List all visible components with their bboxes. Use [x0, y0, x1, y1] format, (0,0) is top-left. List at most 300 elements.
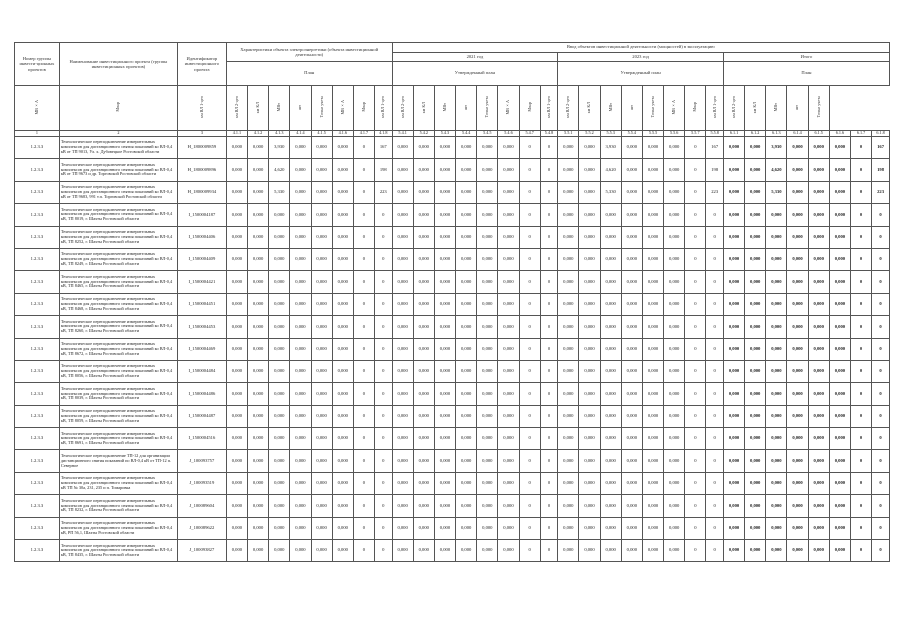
total-value-cell: 0,000 — [766, 293, 787, 315]
char-value-cell: 0,000 — [332, 428, 353, 450]
column-number: 4.1.1 — [226, 131, 247, 137]
char-value-cell: 0,000 — [248, 405, 269, 427]
total-value-cell: 0,000 — [723, 405, 744, 427]
total-value-cell: 0,000 — [745, 405, 766, 427]
y2021-value-cell: 0 — [540, 383, 558, 405]
y2023-value-cell: 0,000 — [664, 428, 685, 450]
y2023-value-cell: 0,000 — [642, 137, 663, 159]
y2023-value-cell: 0,000 — [579, 428, 600, 450]
total-value-cell: 5,330 — [766, 181, 787, 203]
total-value-cell: 0,000 — [829, 159, 850, 181]
y2021-value-cell: 0,000 — [413, 517, 434, 539]
char-value-cell: 0 — [375, 316, 393, 338]
total-value-cell: 0,000 — [787, 316, 808, 338]
y2021-value-cell: 0,000 — [498, 405, 519, 427]
char-value-cell: 0,000 — [226, 383, 247, 405]
char-value-cell: 0,000 — [226, 540, 247, 562]
char-value-cell: 0,000 — [290, 159, 311, 181]
total-value-cell: 0,000 — [787, 204, 808, 226]
y2021-value-cell: 0,000 — [413, 159, 434, 181]
total-value-cell: 0,000 — [787, 226, 808, 248]
column-number: 5.5.2 — [579, 131, 600, 137]
column-number: 6.1.4 — [787, 131, 808, 137]
char-value-cell: 0,000 — [290, 540, 311, 562]
project-name-cell: Технологическое переподключение измерительных комплексов для дистанционного снятия показаний ко ВЛ-0,4 кВ, ТП 8039, г. Шахты Ростовской области — [59, 383, 177, 405]
y2021-value-cell: 0,000 — [434, 517, 455, 539]
y2023-value-cell: 0 — [685, 338, 706, 360]
char-value-cell: 0,000 — [248, 383, 269, 405]
char-value-cell: 0,000 — [248, 472, 269, 494]
y2021-value-cell: 0 — [540, 293, 558, 315]
y2023-value-cell: 0,000 — [579, 450, 600, 472]
table-row — [15, 226, 890, 248]
y1-unit-label: МВ×А — [339, 99, 345, 115]
y2021-value-cell: 0,000 — [413, 316, 434, 338]
project-code-cell: I_1500004453 — [177, 316, 226, 338]
y2021-value-cell: 0,000 — [434, 226, 455, 248]
total-value-cell: 3,930 — [766, 137, 787, 159]
char-value-cell: 0,000 — [226, 316, 247, 338]
y2023-value-cell: 0,000 — [621, 181, 642, 203]
table-row — [15, 181, 890, 203]
total-value-cell: 0 — [872, 405, 890, 427]
y2023-value-cell: 0 — [685, 405, 706, 427]
project-code-cell: I_1500004487 — [177, 405, 226, 427]
y2021-value-cell: 0,000 — [413, 248, 434, 270]
total-value-cell: 0,000 — [808, 540, 829, 562]
y2-unit-label: МВт — [607, 103, 613, 112]
total-value-cell: 0,000 — [829, 517, 850, 539]
y2021-value-cell: 0,000 — [413, 293, 434, 315]
char-value-cell: 0,000 — [226, 338, 247, 360]
total-value-cell: 0,000 — [787, 137, 808, 159]
y2021-value-cell: 0,000 — [434, 181, 455, 203]
y2021-value-cell: 0,000 — [498, 293, 519, 315]
total-header: Итого — [723, 53, 889, 62]
char-value-cell: 0,000 — [332, 248, 353, 270]
total-value-cell: 0 — [872, 450, 890, 472]
total-value-cell: 0,000 — [766, 383, 787, 405]
y2021-value-cell: 0 — [519, 226, 540, 248]
tot-unit-header — [808, 86, 829, 131]
y2023-value-cell: 0,000 — [579, 495, 600, 517]
project-code-cell: H_1800009896 — [177, 159, 226, 181]
group-number-cell: 1.2.3.3 — [15, 517, 60, 539]
char-value-cell: 0 — [375, 495, 393, 517]
y2021-value-cell: 0,000 — [456, 428, 477, 450]
y2021-value-cell: 0,000 — [498, 540, 519, 562]
y2021-value-cell: 0 — [540, 204, 558, 226]
y2021-value-cell: 0,000 — [434, 159, 455, 181]
total-value-cell: 0,000 — [787, 159, 808, 181]
group-number-cell: 1.2.3.3 — [15, 271, 60, 293]
char-value-cell: 0,000 — [332, 338, 353, 360]
y2021-value-cell: 0,000 — [392, 204, 413, 226]
y2021-value-cell: 0,000 — [498, 383, 519, 405]
project-code-cell: H_1800009934 — [177, 181, 226, 203]
y2021-value-cell: 0,000 — [477, 517, 498, 539]
char-value-cell: 0,000 — [269, 428, 290, 450]
y2023-value-cell: 0,000 — [558, 159, 579, 181]
total-value-cell: 0 — [850, 137, 871, 159]
char-value-cell: 0 — [375, 204, 393, 226]
y2023-value-cell: 0,000 — [600, 338, 621, 360]
y2021-value-cell: 0,000 — [498, 338, 519, 360]
project-name-cell: Технологическое переподключение измерительных комплексов для дистанционного снятия показаний ко ВЛ-0,4 кВ, ТП 8059, г. Шахты Ростовской области — [59, 405, 177, 427]
y2021-value-cell: 0,000 — [434, 383, 455, 405]
y2023-value-cell: 0 — [685, 360, 706, 382]
y2021-value-cell: 0,000 — [392, 428, 413, 450]
char-value-cell: 0,000 — [269, 226, 290, 248]
y2021-value-cell: 0,000 — [477, 495, 498, 517]
y2-unit-label: км ВЛ 1-цеп — [545, 96, 551, 119]
total-value-cell: 0,000 — [787, 428, 808, 450]
char-value-cell: 4,620 — [269, 159, 290, 181]
char-value-cell: 0,000 — [269, 360, 290, 382]
total-value-cell: 0,000 — [787, 338, 808, 360]
y1-unit-header — [353, 86, 374, 131]
y2021-value-cell: 0,000 — [477, 428, 498, 450]
char-value-cell: 0 — [353, 472, 374, 494]
total-value-cell: 0,000 — [808, 159, 829, 181]
y1-unit-label: шт — [463, 104, 469, 110]
y1-unit-label: Точки учета — [484, 96, 490, 118]
y2023-value-cell: 0,000 — [600, 495, 621, 517]
y2023-value-cell: 0 — [685, 495, 706, 517]
y2023-value-cell: 0,000 — [621, 428, 642, 450]
characteristics-header: Характеристики объекта электроэнергетики (объекта инвестиционной деятельности) — [226, 43, 392, 62]
y2021-value-cell: 0 — [519, 293, 540, 315]
y1-unit-label: МВт — [441, 103, 447, 112]
total-value-cell: 0,000 — [723, 137, 744, 159]
y2021-value-cell: 0 — [519, 248, 540, 270]
group-number-cell: 1.2.3.3 — [15, 405, 60, 427]
table-row — [15, 293, 890, 315]
y2023-value-cell: 223 — [706, 181, 724, 203]
y2021-value-cell: 0 — [540, 181, 558, 203]
y2023-value-cell: 0,000 — [558, 137, 579, 159]
char-value-cell: 0,000 — [332, 316, 353, 338]
y2023-value-cell: 0,000 — [664, 517, 685, 539]
char-value-cell: 0,000 — [290, 405, 311, 427]
char-value-cell: 0,000 — [248, 540, 269, 562]
project-code-cell: I_1500004421 — [177, 271, 226, 293]
y2021-value-cell: 0,000 — [456, 248, 477, 270]
column-number: 6.1.1 — [723, 131, 744, 137]
y2023-value-cell: 0 — [685, 472, 706, 494]
y2021-value-cell: 0 — [519, 204, 540, 226]
total-value-cell: 0 — [872, 517, 890, 539]
y2021-value-cell: 0 — [540, 428, 558, 450]
y2023-value-cell: 0 — [706, 450, 724, 472]
total-value-cell: 0 — [872, 472, 890, 494]
y2021-value-cell: 0,000 — [434, 472, 455, 494]
y2023-value-cell: 0,000 — [642, 495, 663, 517]
char-value-cell: 0,000 — [269, 540, 290, 562]
y2021-value-cell: 0,000 — [477, 271, 498, 293]
char-value-cell: 0,000 — [290, 360, 311, 382]
total-value-cell: 0,000 — [745, 181, 766, 203]
char-value-cell: 0,000 — [269, 383, 290, 405]
char-value-cell: 0,000 — [311, 495, 332, 517]
char-value-cell: 0,000 — [269, 316, 290, 338]
column-number: 5.4.5 — [477, 131, 498, 137]
y2023-value-cell: 0,000 — [579, 472, 600, 494]
y2021-value-cell: 0 — [519, 360, 540, 382]
y2021-value-cell: 0,000 — [392, 517, 413, 539]
y2023-value-cell: 0,000 — [621, 137, 642, 159]
char-value-cell: 0,000 — [290, 137, 311, 159]
table-row — [15, 428, 890, 450]
total-value-cell: 0,000 — [723, 181, 744, 203]
total-value-cell: 0,000 — [766, 248, 787, 270]
y2023-value-cell: 0,000 — [642, 226, 663, 248]
y2021-value-cell: 0 — [519, 428, 540, 450]
char-value-cell: 0,000 — [311, 248, 332, 270]
total-value-cell: 0,000 — [808, 204, 829, 226]
y2023-value-cell: 0,000 — [558, 383, 579, 405]
y2021-value-cell: 0,000 — [392, 360, 413, 382]
char-value-cell: 0,000 — [332, 540, 353, 562]
total-value-cell: 0 — [850, 248, 871, 270]
total-value-cell: 0,000 — [829, 472, 850, 494]
total-value-cell: 0,000 — [829, 383, 850, 405]
y2023-value-cell: 0,000 — [600, 248, 621, 270]
char-value-cell: 0,000 — [311, 428, 332, 450]
y2023-value-cell: 5,330 — [600, 181, 621, 203]
project-name-cell: Технологическое переподключение измерительных комплексов для дистанционного снятия показаний ко ВЛ-0,4 кВ от ТП 9013, Ул. х. Дубовецкое Ростовской области — [59, 137, 177, 159]
char-value-cell: 0,000 — [311, 293, 332, 315]
column-number: 2 — [59, 131, 177, 137]
tot-unit-header — [664, 86, 685, 131]
y2023-value-cell: 0,000 — [642, 360, 663, 382]
total-value-cell: 0 — [850, 204, 871, 226]
group-number-cell: 1.2.3.3 — [15, 428, 60, 450]
project-code-cell: I_1500004484 — [177, 360, 226, 382]
y2023-value-cell: 0,000 — [579, 338, 600, 360]
total-value-cell: 0,000 — [787, 360, 808, 382]
char-value-cell: 0,000 — [290, 293, 311, 315]
y2023-value-cell: 0,000 — [642, 293, 663, 315]
column-number: 5.4.1 — [392, 131, 413, 137]
total-value-cell: 0,000 — [829, 248, 850, 270]
group-number-cell: 1.2.3.3 — [15, 338, 60, 360]
total-value-cell: 0,000 — [723, 204, 744, 226]
total-value-cell: 0,000 — [745, 517, 766, 539]
char-value-cell: 0,000 — [226, 293, 247, 315]
total-value-cell: 0,000 — [723, 517, 744, 539]
char-value-cell: 0 — [353, 137, 374, 159]
total-value-cell: 0,000 — [723, 316, 744, 338]
total-value-cell: 0 — [872, 204, 890, 226]
y2023-value-cell: 0,000 — [664, 226, 685, 248]
y2021-value-cell: 0,000 — [456, 137, 477, 159]
total-value-cell: 0,000 — [723, 226, 744, 248]
y2021-value-cell: 0,000 — [456, 517, 477, 539]
y2023-value-cell: 0,000 — [642, 248, 663, 270]
total-value-cell: 0,000 — [829, 316, 850, 338]
table-header — [15, 43, 890, 137]
y2023-value-cell: 0,000 — [600, 450, 621, 472]
y2023-value-cell: 0,000 — [664, 181, 685, 203]
y2023-value-cell: 0 — [706, 316, 724, 338]
y2021-value-cell: 0 — [519, 517, 540, 539]
char-value-cell: 0 — [375, 472, 393, 494]
y2021-value-cell: 0,000 — [434, 360, 455, 382]
y2023-value-cell: 0,000 — [642, 540, 663, 562]
y2021-value-cell: 0,000 — [498, 517, 519, 539]
y2021-value-cell: 0,000 — [392, 405, 413, 427]
total-value-cell: 0,000 — [808, 316, 829, 338]
char-unit-label: шт — [297, 104, 303, 110]
char-unit-header — [269, 86, 290, 131]
y2021-value-cell: 0 — [519, 137, 540, 159]
total-value-cell: 0 — [872, 540, 890, 562]
y2021-value-cell: 0 — [519, 472, 540, 494]
y2023-value-cell: 0 — [685, 316, 706, 338]
y2023-value-cell: 0,000 — [664, 383, 685, 405]
project-code-cell: I_1500004187 — [177, 204, 226, 226]
char-unit-header — [59, 86, 177, 131]
y2021-value-cell: 0,000 — [392, 248, 413, 270]
char-unit-label: Точки учета — [318, 96, 324, 118]
group-number-cell: 1.2.3.3 — [15, 450, 60, 472]
y2021-value-cell: 0 — [540, 271, 558, 293]
y2021-value-cell: 0,000 — [434, 316, 455, 338]
char-value-cell: 167 — [375, 137, 393, 159]
y2021-value-cell: 0,000 — [477, 405, 498, 427]
y2021-value-cell: 0 — [519, 383, 540, 405]
column-number: 4.1.3 — [269, 131, 290, 137]
y2023-value-cell: 0 — [706, 338, 724, 360]
total-value-cell: 0 — [872, 428, 890, 450]
y1-unit-label: км КЛ — [420, 101, 426, 113]
y2023-value-cell: 0,000 — [579, 271, 600, 293]
y2021-value-cell: 0 — [519, 271, 540, 293]
column-number: 5.5.1 — [558, 131, 579, 137]
group-number-cell: 1.2.3.3 — [15, 248, 60, 270]
y2023-value-cell: 0 — [685, 517, 706, 539]
y2021-value-cell: 0 — [519, 450, 540, 472]
table-row — [15, 405, 890, 427]
y2023-value-cell: 0,000 — [558, 472, 579, 494]
char-value-cell: 0,000 — [332, 271, 353, 293]
y2021-value-cell: 0,000 — [413, 405, 434, 427]
column-number: 4.1.2 — [248, 131, 269, 137]
char-value-cell: 0,000 — [332, 360, 353, 382]
char-value-cell: 0 — [375, 450, 393, 472]
y2023-value-cell: 0,000 — [579, 137, 600, 159]
total-value-cell: 0,000 — [808, 338, 829, 360]
char-value-cell: 0,000 — [248, 159, 269, 181]
y2-unit-label: Мвар — [526, 102, 532, 112]
y2021-value-cell: 0 — [519, 338, 540, 360]
char-unit-header — [177, 86, 226, 131]
y2023-value-cell: 0 — [685, 248, 706, 270]
project-code-cell: I_1500004469 — [177, 338, 226, 360]
total-value-cell: 0,000 — [787, 248, 808, 270]
char-unit-label: МВт — [276, 103, 282, 112]
y2021-value-cell: 0,000 — [477, 360, 498, 382]
y2023-value-cell: 0 — [706, 405, 724, 427]
y2021-value-cell: 0,000 — [456, 226, 477, 248]
char-unit-label: км ВЛ 2-цеп — [233, 96, 239, 119]
y2021-value-cell: 0,000 — [434, 450, 455, 472]
char-value-cell: 0 — [353, 428, 374, 450]
char-value-cell: 0,000 — [226, 248, 247, 270]
group-number-cell: 1.2.3.3 — [15, 540, 60, 562]
table-row — [15, 383, 890, 405]
y2021-value-cell: 0,000 — [456, 360, 477, 382]
y2023-value-cell: 0 — [706, 428, 724, 450]
total-value-cell: 0,000 — [745, 271, 766, 293]
y2021-value-cell: 0,000 — [434, 405, 455, 427]
char-value-cell: 0 — [353, 338, 374, 360]
char-value-cell: 0,000 — [290, 181, 311, 203]
y2023-value-cell: 0 — [706, 248, 724, 270]
total-value-cell: 0,000 — [787, 271, 808, 293]
total-value-cell: 0,000 — [829, 405, 850, 427]
y2023-value-cell: 0,000 — [558, 517, 579, 539]
char-value-cell: 0 — [353, 159, 374, 181]
char-value-cell: 0,000 — [332, 293, 353, 315]
y1-unit-header — [392, 86, 413, 131]
y2023-value-cell: 0,000 — [558, 495, 579, 517]
y2023-value-cell: 0,000 — [664, 159, 685, 181]
total-value-cell: 0,000 — [745, 159, 766, 181]
y2021-value-cell: 0 — [540, 540, 558, 562]
char-value-cell: 0 — [375, 540, 393, 562]
y2021-value-cell: 0,000 — [456, 316, 477, 338]
y2023-value-cell: 0,000 — [600, 271, 621, 293]
y2023-value-cell: 0 — [706, 540, 724, 562]
y2-unit-header — [642, 86, 663, 131]
char-value-cell: 0,000 — [332, 204, 353, 226]
y2021-value-cell: 0 — [519, 495, 540, 517]
char-value-cell: 0 — [353, 316, 374, 338]
project-name-cell: Технологическое переподключение измерительных комплексов для дистанционного снятия показаний ко ВЛ-0,4 кВ, ТП 8249, г. Шахты Ростовской области — [59, 248, 177, 270]
y2023-value-cell: 0,000 — [579, 360, 600, 382]
y2023-value-cell: 0,000 — [621, 248, 642, 270]
y2023-value-cell: 0 — [706, 360, 724, 382]
project-code-cell: J_100089604 — [177, 495, 226, 517]
total-value-cell: 0,000 — [745, 428, 766, 450]
y2021-value-cell: 0,000 — [434, 540, 455, 562]
project-name-cell: Технологическое переподключение измерительных комплексов для дистанционного снятия показаний ко ВЛ-0,4 кВ, ТП 8672, г. Шахты Ростовской области — [59, 338, 177, 360]
y2021-value-cell: 0,000 — [477, 450, 498, 472]
project-name-cell: Технологическое переподключение измерительных комплексов для дистанционного снятия показаний ко ВЛ-0,4 кВ, РП 56,1, Шахты Ростовской области — [59, 517, 177, 539]
char-value-cell: 0,000 — [290, 271, 311, 293]
total-value-cell: 0,000 — [723, 540, 744, 562]
y2023-value-cell: 0,000 — [664, 248, 685, 270]
total-value-cell: 0 — [872, 383, 890, 405]
table-row — [15, 517, 890, 539]
y2021-value-cell: 0 — [540, 316, 558, 338]
y1-unit-label: Мвар — [360, 102, 366, 112]
total-value-cell: 0,000 — [766, 540, 787, 562]
char-value-cell: 0 — [375, 517, 393, 539]
total-value-cell: 0 — [872, 271, 890, 293]
y2021-value-cell: 0,000 — [413, 271, 434, 293]
y2023-value-cell: 0,000 — [621, 293, 642, 315]
total-value-cell: 0,000 — [829, 450, 850, 472]
y2023-value-cell: 0,000 — [664, 293, 685, 315]
y2021-value-cell: 0,000 — [392, 271, 413, 293]
project-code-cell: I_1500004406 — [177, 226, 226, 248]
char-unit-label: км ВЛ 1-цеп — [198, 96, 204, 119]
group-number-cell: 1.2.3.3 — [15, 181, 60, 203]
char-value-cell: 0 — [353, 248, 374, 270]
